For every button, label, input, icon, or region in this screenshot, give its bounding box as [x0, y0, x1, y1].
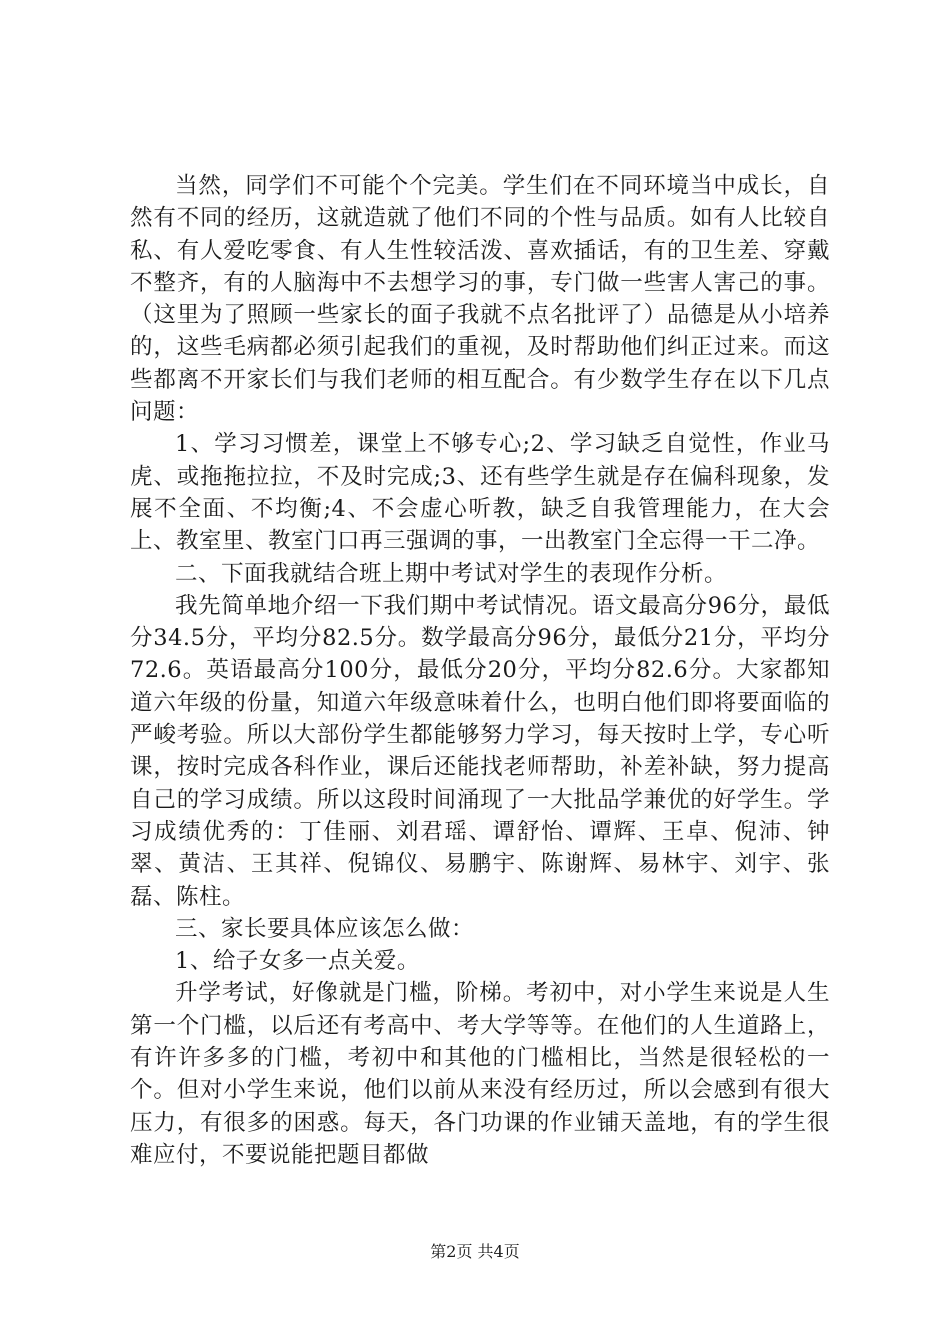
paragraph-6: 1、给子女多一点关爱。	[175, 948, 420, 975]
paragraph-7: 升学考试，好像就是门槛，阶梯。考初中，对小学生来说是人生第一个门槛，以后还有考高中、考大学等等。在他们的人生道路上，有许许多多的门槛，考初中和其他的门槛相比，当然是很轻松的一个。但对小学生来说，他们以前从来没有经历过，所以会感到有很大压力，有很多的困惑。每天，各门功课的作业铺天盖地，有的学生很难应付，不要说能把题目都做	[130, 980, 830, 1168]
page-footer: 第2页 共4页	[430, 1242, 520, 1261]
paragraph-1: 当然，同学们不可能个个完美。学生们在不同环境当中成长，自然有不同的经历，这就造就了他们不同的个性与品质。如有人比较自私、有人爱吃零食、有人生性较活泼、喜欢插话，有的卫生差、穿戴不整齐，有的人脑海中不去想学习的事，专门做一些害人害己的事。（这里为了照顾一些家长的面子我就不点名批评了）品德是从小培养的，这些毛病都必须引起我们的重视，及时帮助他们纠正过来。而这些都离不开家长们与我们老师的相互配合。有少数学生存在以下几点问题：	[130, 173, 830, 426]
paragraph-3: 二、下面我就结合班上期中考试对学生的表现作分析。	[175, 560, 728, 587]
paragraph-4: 我先简单地介绍一下我们期中考试情况。语文最高分96分，最低分34.5分，平均分82.5分。数学最高分96分，最低分21分，平均分72.6。英语最高分100分，最低分20分，平均分82.6分。大家都知道六年级的份量，知道六年级意味着什么，也明白他们即将要面临的严峻考验。所以大部份学生都能够努力学习，每天按时上学，专心听课，按时完成各科作业，课后还能找老师帮助，补差补缺，努力提高自己的学习成绩。所以这段时间涌现了一大批品学兼优的好学生。学习成绩优秀的：丁佳丽、刘君瑶、谭舒怡、谭辉、王卓、倪沛、钟翠、黄洁、王其祥、倪锦仪、易鹏宇、陈谢辉、易林宇、刘宇、张磊、陈柱。	[130, 592, 830, 910]
paragraph-2: 1、学习习惯差，课堂上不够专心;2、学习缺乏自觉性，作业马虎、或拖拖拉拉，不及时完成;3、还有些学生就是存在偏科现象，发展不全面、不均衡;4、不会虚心听教，缺乏自我管理能力，在大会上、教室里、教室门口再三强调的事，一出教室门全忘得一干二净。	[130, 431, 830, 555]
document-body	[130, 170, 830, 1171]
paragraph-5: 三、家长要具体应该怎么做：	[175, 915, 475, 942]
